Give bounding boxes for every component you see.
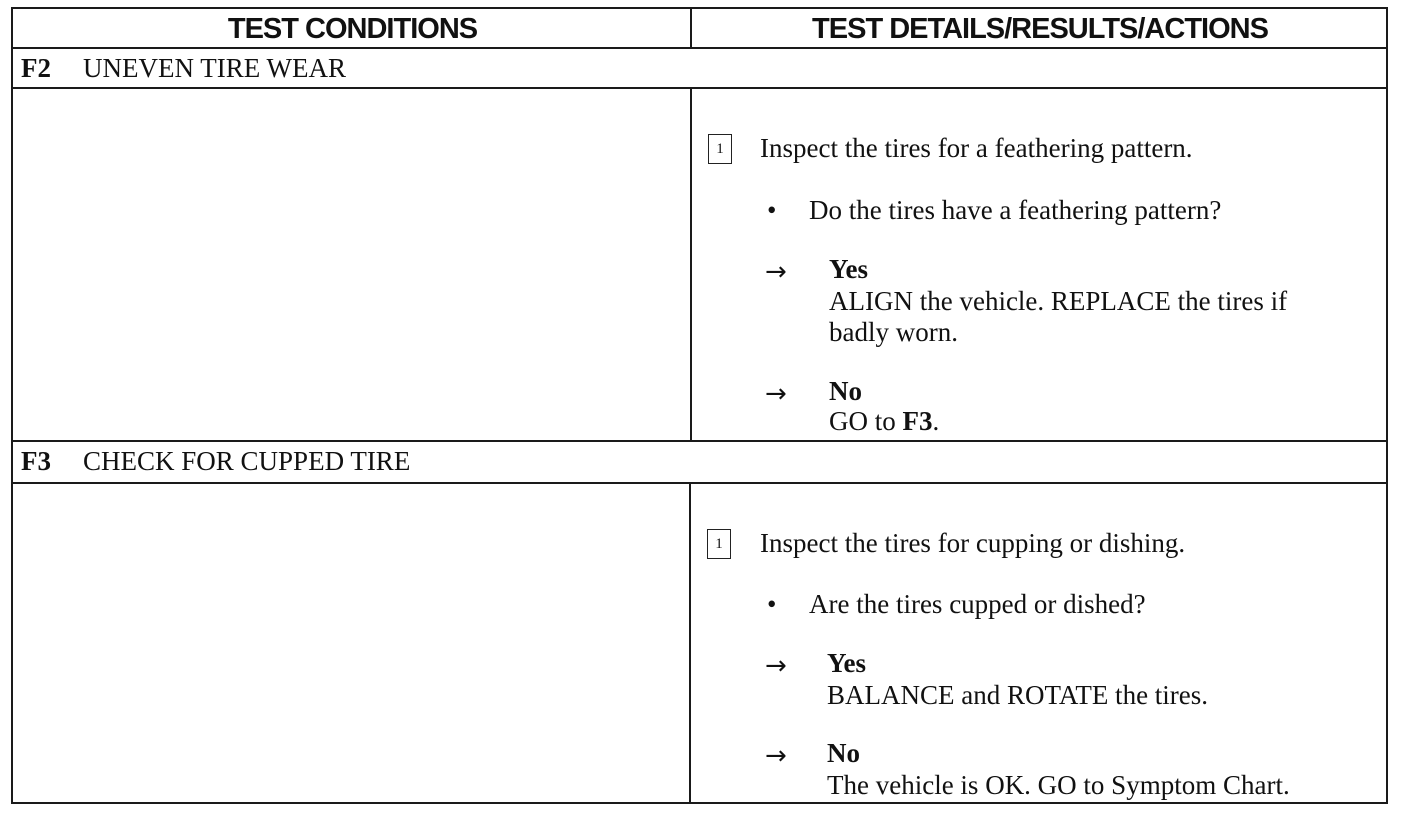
no-action-prefix: GO to [829, 406, 903, 436]
bullet-icon: • [767, 589, 777, 619]
no-action: The vehicle is OK. GO to Symptom Chart. [827, 770, 1290, 800]
f2-col-divider [690, 87, 692, 442]
header-test-conditions: TEST CONDITIONS [227, 12, 478, 45]
yes-action-line: badly worn. [829, 317, 958, 347]
bullet-icon: • [767, 195, 777, 225]
no-label: No [829, 376, 862, 406]
step-number-box: 1 [708, 134, 732, 164]
no-action-ref: F3 [902, 406, 933, 436]
no-label: No [827, 738, 860, 768]
question-text: Are the tires cupped or dished? [809, 589, 1146, 619]
yes-action: BALANCE and ROTATE the tires. [827, 680, 1209, 710]
no-action-suffix: . [932, 406, 940, 436]
f2-title-divider [13, 87, 1386, 89]
diagnostic-table [11, 7, 1388, 804]
section-f3-title [21, 442, 410, 480]
header-test-details: TEST DETAILS/RESULTS/ACTIONS [812, 12, 1268, 45]
yes-label: Yes [827, 648, 866, 678]
arrow-right-icon: → [765, 257, 787, 287]
section-title: CHECK FOR CUPPED TIRE [83, 445, 411, 476]
section-f2-title [21, 49, 346, 87]
no-action [829, 406, 939, 437]
yes-action [829, 286, 1287, 348]
f3-col-divider [689, 482, 691, 804]
f3-title-divider [13, 482, 1386, 484]
arrow-right-icon: → [765, 741, 787, 771]
section-code: F2 [21, 52, 51, 83]
arrow-right-icon: → [765, 651, 787, 681]
step-number-box: 1 [707, 529, 731, 559]
step-text: Inspect the tires for a feathering pattern. [760, 133, 1193, 163]
question-text: Do the tires have a feathering pattern? [809, 195, 1222, 225]
arrow-right-icon: → [765, 379, 787, 409]
section-title: UNEVEN TIRE WEAR [83, 52, 346, 83]
yes-action-line: ALIGN the vehicle. REPLACE the tires if [829, 286, 1288, 316]
yes-label: Yes [829, 254, 868, 284]
step-text: Inspect the tires for cupping or dishing. [760, 528, 1186, 558]
section-code: F3 [21, 445, 51, 476]
